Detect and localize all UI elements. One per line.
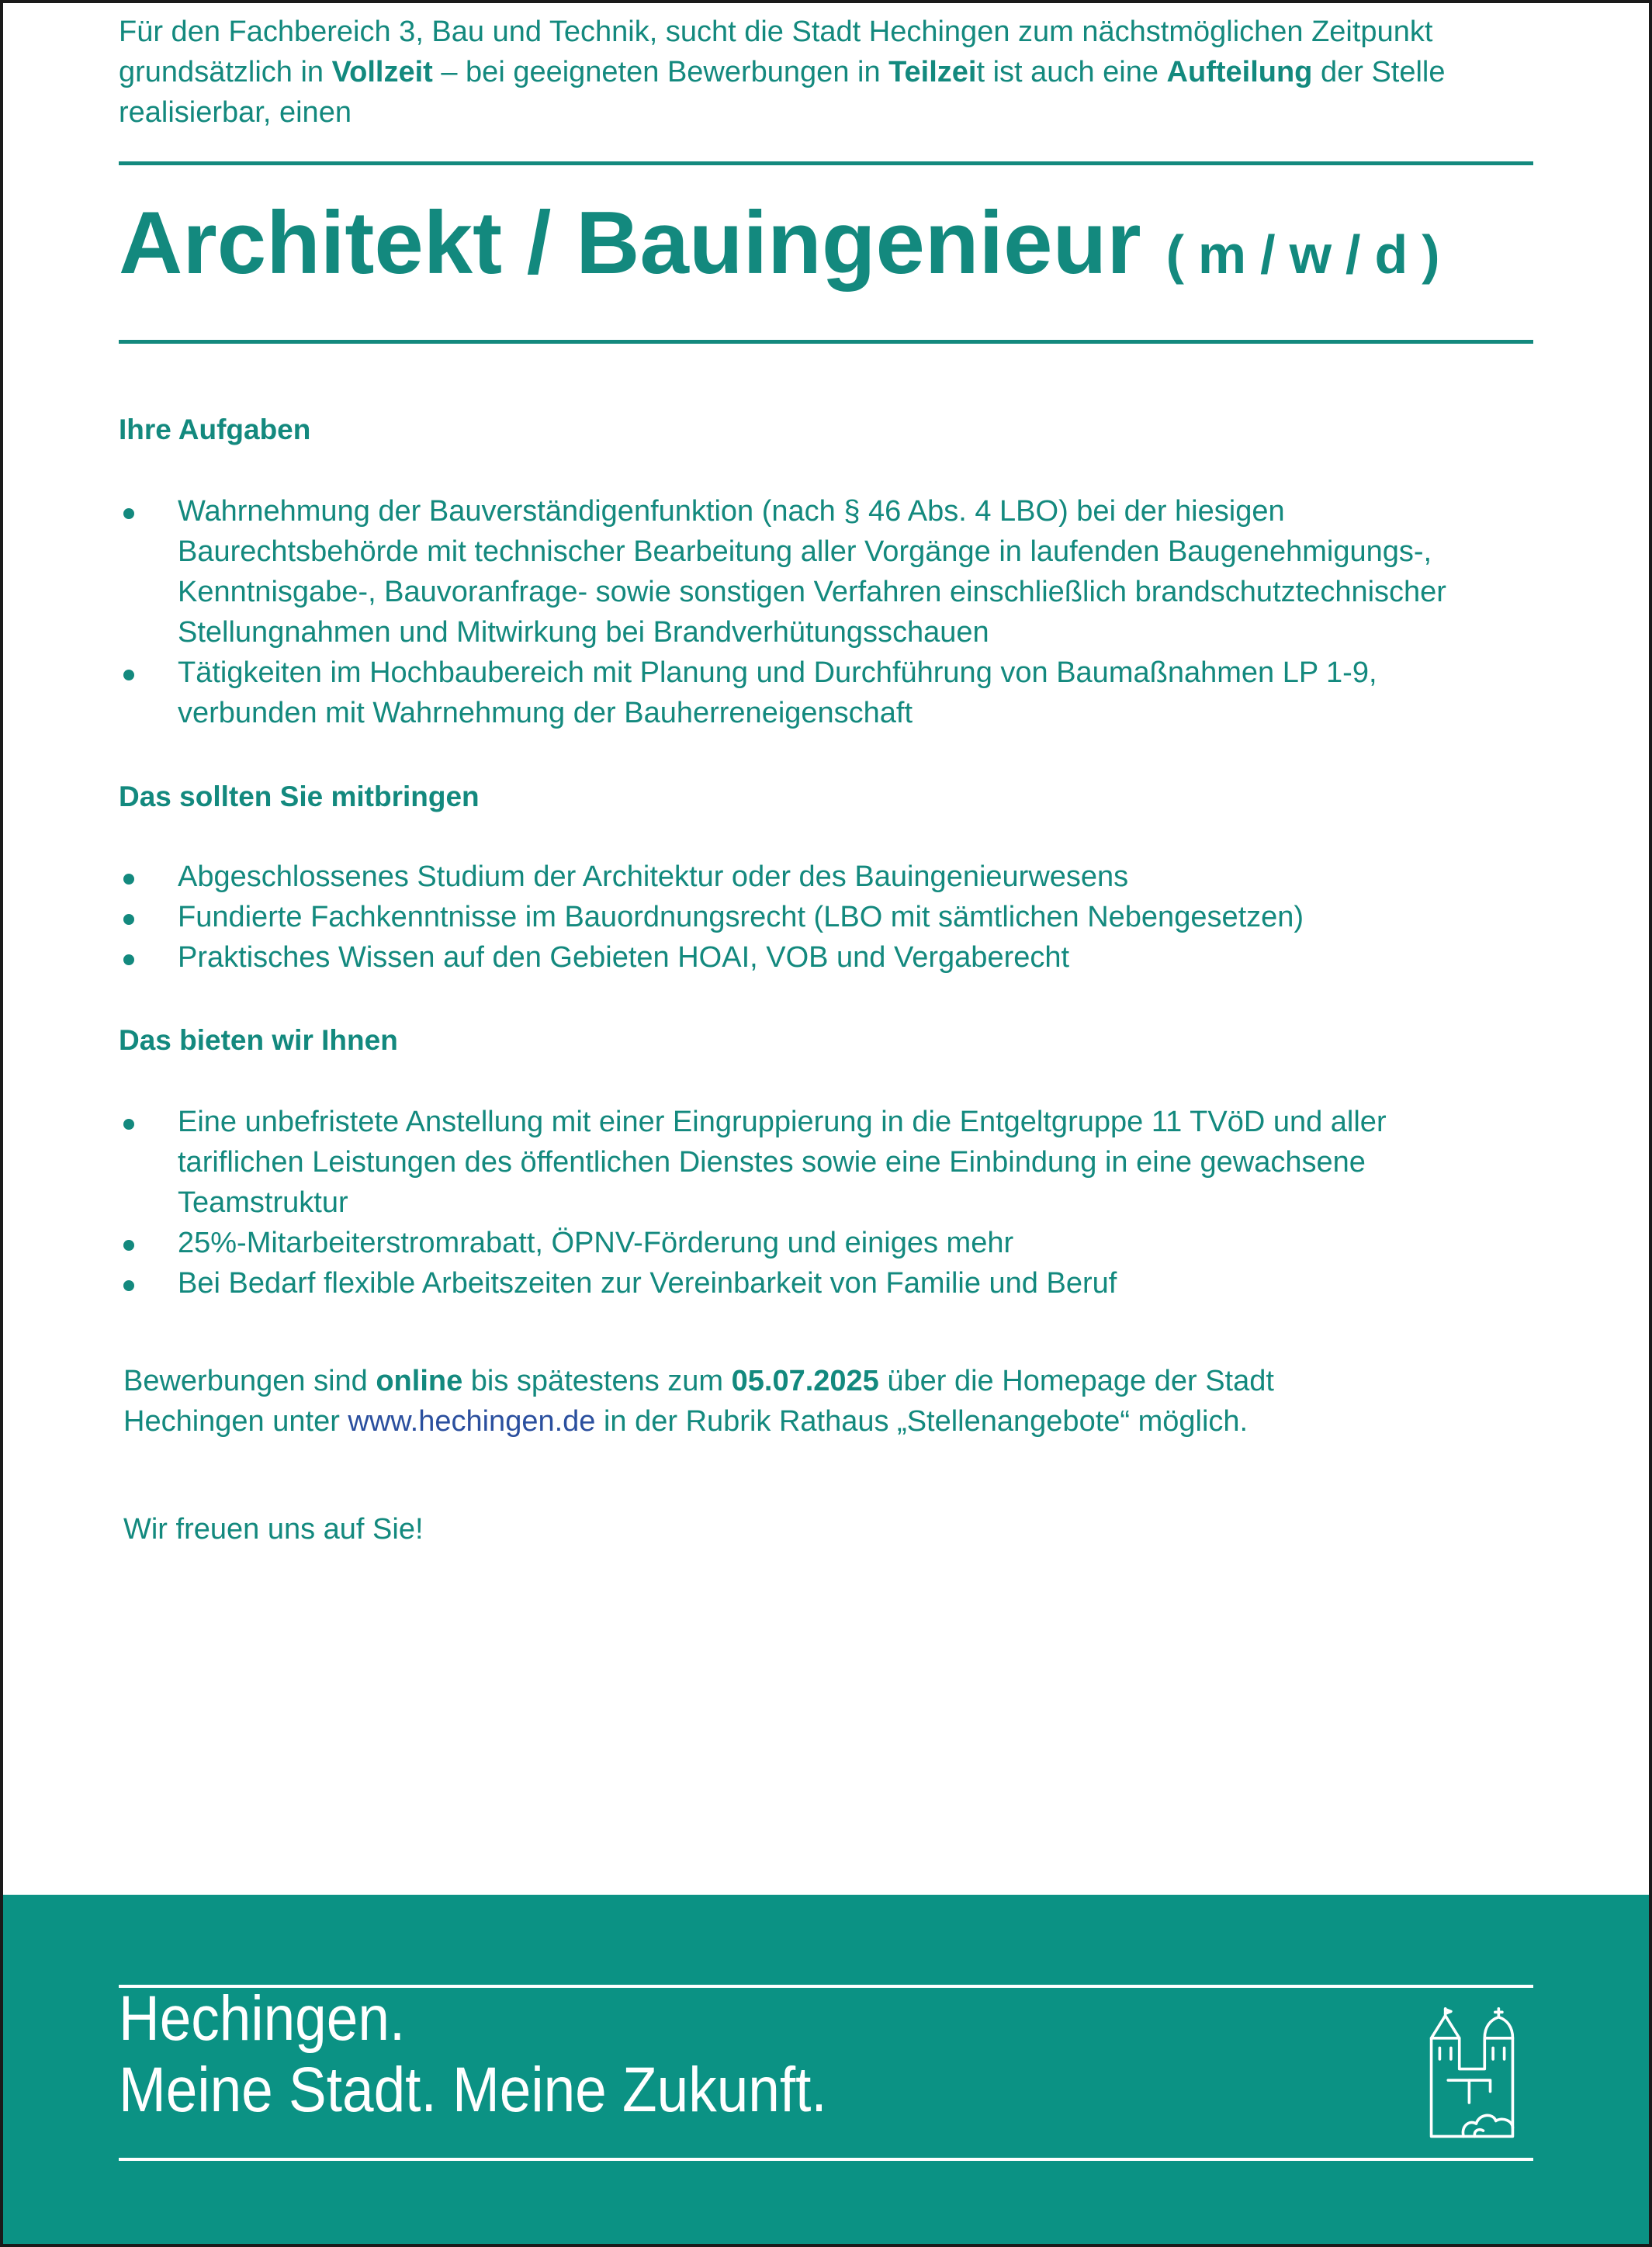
hechingen-city-emblem-icon [1427,2007,1517,2139]
list-item [119,653,1446,733]
section-heading-requirements: Das sollten Sie mitbringen [119,781,480,812]
intro-text: grundsätzlich in [119,56,332,88]
list-item [119,1102,1387,1223]
bullet-icon [123,670,134,680]
list-item-line: Abgeschlossenes Studium der Architektur oder des Bauingenieurwesens [178,860,1129,893]
bullet-icon [123,914,134,925]
intro-line-3: realisierbar, einen [119,96,352,129]
bullet-icon [123,1280,134,1291]
list-item [119,491,1446,653]
application-deadline: 05.07.2025 [731,1365,879,1397]
job-title [119,193,1454,305]
bullet-icon [123,874,134,885]
intro-text: – bei geeigneten Bewerbungen in [432,56,889,88]
list-item-line: Bei Bedarf flexible Arbeitszeiten zur Vereinbarkeit von Familie und Beruf [178,1267,1117,1300]
footer-slogan: Meine Stadt. Meine Zukunft. [119,2055,827,2125]
list-item-line: Wahrnehmung der Bauverständigenfunktion (nach § 46 Abs. 4 LBO) bei der hiesigen [178,495,1285,528]
job-title-main: Architekt / Bauingenieur [119,194,1141,293]
list-item-line: Tätigkeiten im Hochbaubereich mit Planung und Durchführung von Baumaßnahmen LP 1-9, [178,656,1377,689]
application-emphasis-online: online [376,1365,463,1397]
bullet-icon [123,1240,134,1251]
job-title-gender-suffix: (m/w/d) [1165,224,1454,285]
list-item-line: Fundierte Fachkenntnisse im Bauordnungsrecht (LBO mit sämtlichen Nebengesetzen) [178,901,1304,933]
application-text: bis spätestens zum [462,1365,732,1397]
bullet-icon [123,954,134,965]
list-item-line: Kenntnisgabe-, Bauvoranfrage- sowie sonstigen Verfahren einschließlich brandschutztechnischer [178,576,1446,608]
application-text: in der Rubrik Rathaus „Stellenangebote“ möglich. [595,1405,1249,1438]
benefits-list [119,1102,1387,1304]
list-item-line: Stellungnahmen und Mitwirkung bei Brandverhütungsschauen [178,616,989,649]
closing-greeting: Wir freuen uns auf Sie! [123,1513,424,1546]
list-item-line: Praktisches Wissen auf den Gebieten HOAI, VOB und Vergaberecht [178,941,1070,974]
website-link[interactable]: www.hechingen.de [348,1405,596,1438]
intro-emphasis-parttime: Teilzei [888,56,977,88]
intro-line-2 [119,52,1446,92]
list-item [119,1263,1387,1304]
title-rule-top [119,161,1533,165]
bullet-icon [123,1119,134,1130]
section-heading-benefits: Das bieten wir Ihnen [119,1024,398,1056]
list-item [119,897,1304,937]
list-item [119,937,1304,978]
footer-city-name: Hechingen. [119,1983,406,2054]
application-info-line-2 [123,1401,1274,1442]
footer-rule-bottom [119,2158,1533,2161]
intro-emphasis-fulltime: Vollzeit [331,56,433,88]
intro-line-1: Für den Fachbereich 3, Bau und Technik, sucht die Stadt Hechingen zum nächstmöglichen Zeitpunkt [119,16,1433,48]
list-item [119,1223,1387,1263]
bullet-icon [123,508,134,519]
intro-text: der Stelle [1312,56,1446,88]
list-item-line: Eine unbefristete Anstellung mit einer Eingruppierung in die Entgeltgruppe 11 TVöD und aller [178,1106,1387,1138]
intro-paragraph [119,12,1446,133]
intro-emphasis-split: Aufteilung [1166,56,1313,88]
application-info-line-1 [123,1361,1274,1401]
tasks-list [119,491,1446,733]
title-rule-bottom [119,340,1533,344]
list-item-line: Baurechtsbehörde mit technischer Bearbeitung aller Vorgänge in laufenden Baugenehmigungs-, [178,535,1432,568]
intro-text: t ist auch eine [976,56,1167,88]
list-item-line: 25%-Mitarbeiterstromrabatt, ÖPNV-Förderung und einiges mehr [178,1227,1014,1259]
footer-slogan-block [119,1983,827,2126]
application-text: Hechingen unter [123,1405,348,1438]
list-item-line: verbunden mit Wahrnehmung der Bauherreneigenschaft [178,697,913,729]
application-text: über die Homepage der Stadt [878,1365,1274,1397]
requirements-list [119,857,1304,978]
application-text: Bewerbungen sind [123,1365,376,1397]
list-item-line: Teamstruktur [178,1186,348,1219]
list-item-line: tariflichen Leistungen des öffentlichen Dienstes sowie eine Einbindung in eine gewachsene [178,1146,1366,1179]
list-item [119,857,1304,897]
application-info [123,1361,1274,1442]
section-heading-tasks: Ihre Aufgaben [119,414,311,445]
